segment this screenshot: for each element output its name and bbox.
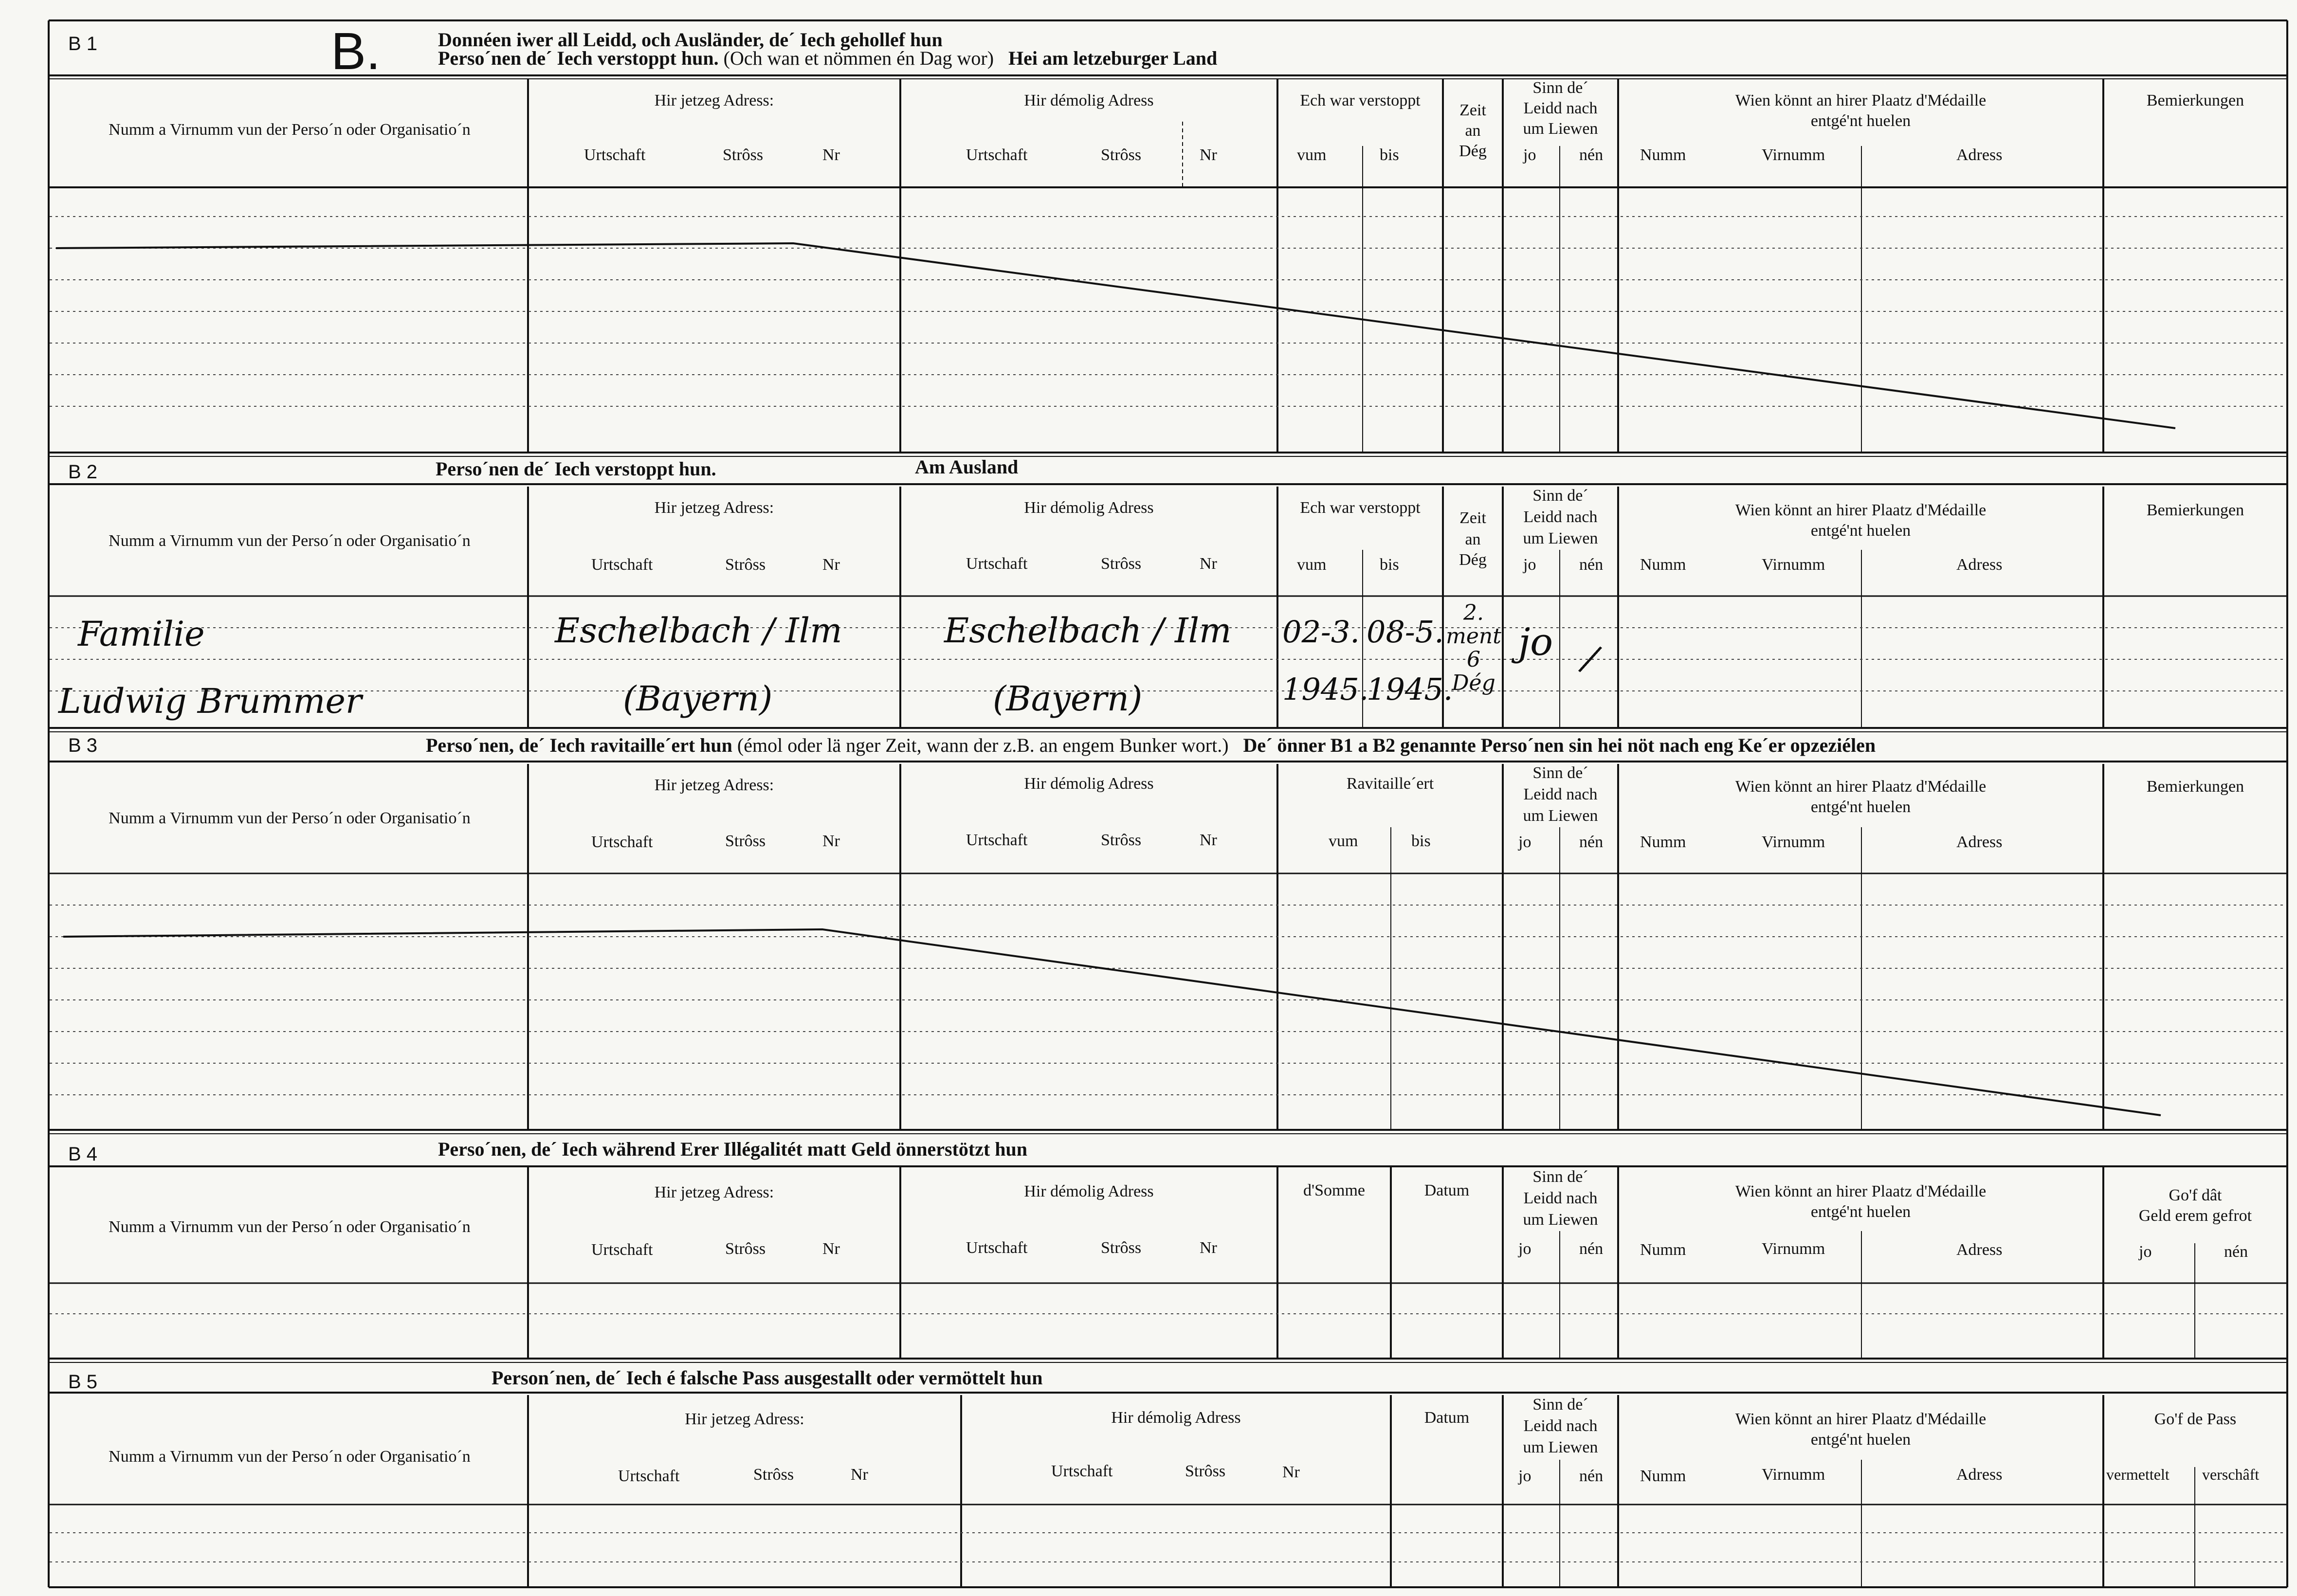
b4-header-gift-yes: jo [2139, 1243, 2152, 1261]
b2-header-current: Hir jetzeg Adress: [654, 499, 774, 517]
b4-header-date: Datum [1424, 1181, 1470, 1199]
b3-strike-line [63, 929, 2161, 1115]
b3-header-to: bis [1411, 832, 1431, 850]
b5-header-former: Hir démolig Adress [1111, 1409, 1241, 1427]
b3-header-former-nr: Nr [1200, 831, 1217, 849]
b2-entry-alive-yes: jo [1518, 620, 1553, 664]
b2-header-medal-2: entgé'nt huelen [1810, 522, 1911, 540]
b2-entry-time [1444, 601, 1503, 695]
b3-header-from: vum [1329, 832, 1358, 850]
b1-header-current-nr: Nr [822, 146, 840, 164]
b3-header-yes: jo [1518, 833, 1531, 851]
b1-title-bold: Perso´nen de´ Iech verstoppt hun. [438, 47, 719, 69]
b2-header-time-3: Dég [1459, 551, 1487, 569]
b2-header-from: vum [1297, 556, 1327, 574]
b4-header-current-nr: Nr [822, 1240, 840, 1258]
b1-header-address: Adress [1956, 146, 2003, 164]
b5-header-no: nén [1579, 1467, 1604, 1485]
b5-header-current-place: Urtschaft [618, 1467, 680, 1485]
b3-header-name: Numm a Virnumm vun der Perso´n oder Organisatio´n [109, 809, 471, 827]
b2-title: Perso´nen de´ Iech verstoppt hun. [436, 458, 716, 480]
b1-header-yes: jo [1523, 146, 1536, 164]
b4-header-current-street: Strôss [725, 1240, 766, 1258]
b2-entry-from-line1: 02-3. [1282, 614, 1360, 650]
b2-title-right: Am Ausland [915, 456, 1019, 478]
b1-title-normal: (Och wan et nömmen én Dag wor) [723, 47, 994, 69]
b3-header-address: Adress [1956, 833, 2003, 851]
section-code-b1: B 1 [68, 33, 98, 54]
b2-header-hidden: Ech war verstoppt [1300, 499, 1421, 517]
b2-header-remarks: Bemierkungen [2146, 501, 2244, 519]
b2-header-current-nr: Nr [822, 556, 840, 574]
b1-header-current-street: Strôss [723, 146, 764, 164]
b4-header-first: Numm [1640, 1241, 1686, 1259]
b5-header-alive-1: Sinn de´ [1532, 1396, 1588, 1414]
b4-header-former-street: Strôss [1101, 1239, 1142, 1257]
b2-header-medal-1: Wien könnt an hirer Plaatz d'Médaille [1735, 501, 1987, 519]
b2-header-time-2: an [1465, 530, 1481, 548]
b3-header-current-street: Strôss [725, 832, 766, 850]
b4-title: Perso´nen, de´ Iech während Erer Illégalitét matt Geld önnerstötzt hun [438, 1138, 1027, 1160]
b4-header-medal-1: Wien könnt an hirer Plaatz d'Médaille [1735, 1182, 1987, 1200]
b5-header-alive-2: Leidd nach [1523, 1417, 1598, 1435]
b4-header-former: Hir démolig Adress [1024, 1182, 1154, 1200]
b4-header-former-place: Urtschaft [966, 1239, 1028, 1257]
b2-header-current-street: Strôss [725, 556, 766, 574]
b5-header-medal-2: entgé'nt huelen [1810, 1431, 1911, 1449]
b1-title-end: Hei am letzeburger Land [1008, 47, 1218, 69]
b1-header-current-place: Urtschaft [584, 146, 646, 164]
b2-header-yes: jo [1523, 556, 1536, 574]
b2-entry-current-line2: (Bayern) [623, 679, 773, 719]
b1-header-to: bis [1380, 146, 1399, 164]
b2-entry-time-4: Dég [1452, 671, 1495, 695]
b1-header-alive-2: Leidd nach [1523, 99, 1598, 117]
b3-title-end: De´ önner B1 a B2 genannte Perso´nen sin hei nöt nach eng Ke´er opzeziélen [1243, 734, 1876, 756]
b1-header-hidden: Ech war verstoppt [1300, 91, 1421, 109]
b2-header-former: Hir démolig Adress [1024, 499, 1154, 517]
section-code-b2: B 2 [68, 461, 98, 483]
b1-title-line1: Donnéen iwer all Leidd, och Ausländer, de´ Iech gehollef hun [438, 29, 943, 51]
b4-header-alive-2: Leidd nach [1523, 1189, 1598, 1207]
b4-header-sum: d'Somme [1303, 1181, 1366, 1199]
b3-header-alive-1: Sinn de´ [1532, 764, 1588, 782]
b3-header-alive-3: um Liewen [1523, 807, 1598, 825]
b1-header-last: Virnumm [1762, 146, 1825, 164]
b1-header-former: Hir démolig Adress [1024, 91, 1154, 109]
b1-header-remarks: Bemierkungen [2146, 91, 2244, 109]
b2-header-former-nr: Nr [1200, 555, 1217, 573]
b4-header-gift-no: nén [2224, 1243, 2248, 1261]
b2-entry-time-3: 6 [1467, 647, 1480, 672]
b1-header-former-nr: Nr [1200, 146, 1217, 164]
b5-header-last: Virnumm [1762, 1466, 1825, 1484]
b1-header-alive-1: Sinn de´ [1532, 79, 1588, 97]
b2-header-alive-2: Leidd nach [1523, 508, 1598, 526]
b3-header-former-place: Urtschaft [966, 831, 1028, 849]
b4-header-alive-3: um Liewen [1523, 1211, 1598, 1229]
b1-header-name: Numm a Virnumm vun der Perso´n oder Organisatio´n [109, 121, 471, 139]
b5-header-current-nr: Nr [851, 1466, 868, 1484]
b4-header-current-place: Urtschaft [591, 1241, 653, 1259]
b3-header-former: Hir démolig Adress [1024, 775, 1154, 793]
b1-header-time-1: Zeit [1459, 101, 1486, 119]
section-code-b3: B 3 [68, 735, 98, 756]
b5-header-address: Adress [1956, 1466, 2003, 1484]
b3-header-medal-2: entgé'nt huelen [1810, 798, 1911, 816]
b3-header-current: Hir jetzeg Adress: [654, 776, 774, 794]
b5-header-former-street: Strôss [1185, 1462, 1226, 1480]
b2-entry-from-line2: 1945. [1282, 671, 1369, 707]
b5-header-date: Datum [1424, 1409, 1470, 1427]
section-letter: B. [331, 21, 381, 80]
b3-header-first: Numm [1640, 833, 1686, 851]
b3-header-last: Virnumm [1762, 833, 1825, 851]
b4-header-yes: jo [1518, 1240, 1531, 1258]
b4-header-last: Virnumm [1762, 1240, 1825, 1258]
section-code-b4: B 4 [68, 1143, 98, 1165]
b1-header-medal-1: Wien könnt an hirer Plaatz d'Médaille [1735, 91, 1987, 109]
b5-header-name: Numm a Virnumm vun der Perso´n oder Organisatio´n [109, 1448, 471, 1466]
b2-header-alive-3: um Liewen [1523, 529, 1598, 547]
b1-header-medal-2: entgé'nt huelen [1810, 112, 1911, 130]
b3-header-alive-2: Leidd nach [1523, 785, 1598, 803]
b2-header-address: Adress [1956, 556, 2003, 574]
section-code-b5: B 5 [68, 1371, 98, 1393]
b3-title [426, 734, 1876, 757]
b3-header-medal-1: Wien könnt an hirer Plaatz d'Médaille [1735, 778, 1987, 796]
b3-title-bold: Perso´nen, de´ Iech ravitaille´ert hun [426, 734, 732, 756]
b2-header-no: nén [1579, 556, 1604, 574]
b4-header-former-nr: Nr [1200, 1239, 1217, 1257]
b5-header-first: Numm [1640, 1467, 1686, 1485]
b2-header-last: Virnumm [1762, 556, 1825, 574]
b4-header-medal-2: entgé'nt huelen [1810, 1203, 1911, 1221]
b5-header-medal-1: Wien könnt an hirer Plaatz d'Médaille [1735, 1410, 1987, 1428]
b5-header-pass: Go'f de Pass [2154, 1410, 2237, 1428]
b2-header-former-place: Urtschaft [966, 555, 1028, 573]
b4-header-name: Numm a Virnumm vun der Perso´n oder Organisatio´n [109, 1218, 471, 1236]
b3-header-no: nén [1579, 833, 1604, 851]
b5-header-former-place: Urtschaft [1051, 1462, 1113, 1480]
b5-header-alive-3: um Liewen [1523, 1438, 1598, 1456]
b2-entry-time-2: ment [1446, 624, 1501, 649]
b4-header-gift-1: Go'f dât [2169, 1186, 2222, 1204]
b4-header-alive-1: Sinn de´ [1532, 1168, 1588, 1186]
b2-entry-former-line1: Eschelbach / Ilm [944, 611, 1232, 651]
b1-header-first: Numm [1640, 146, 1686, 164]
b5-header-former-nr: Nr [1282, 1463, 1300, 1481]
b1-header-from: vum [1297, 146, 1327, 164]
b2-header-former-street: Strôss [1101, 555, 1142, 573]
b2-header-name: Numm a Virnumm vun der Perso´n oder Organisatio´n [109, 532, 471, 550]
b4-header-gift-2: Geld erem gefrot [2138, 1207, 2252, 1225]
b3-header-supplied: Ravitaille´ert [1346, 775, 1434, 793]
b3-header-current-place: Urtschaft [591, 833, 653, 851]
b2-header-first: Numm [1640, 556, 1686, 574]
b2-header-current-place: Urtschaft [591, 556, 653, 574]
b1-header-former-place: Urtschaft [966, 146, 1028, 164]
b5-header-current-street: Strôss [753, 1466, 794, 1484]
b3-title-normal: (émol oder lä nger Zeit, wann der z.B. an engem Bunker wort.) [737, 734, 1229, 756]
b2-entry-former-line2: (Bayern) [993, 679, 1143, 719]
b2-header-time-1: Zeit [1459, 509, 1486, 527]
b5-header-yes: jo [1518, 1467, 1531, 1485]
b2-header-to: bis [1380, 556, 1399, 574]
b1-header-no: nén [1579, 146, 1604, 164]
b5-header-mediated: vermettelt [2106, 1466, 2169, 1483]
b5-header-current: Hir jetzeg Adress: [685, 1410, 804, 1428]
b1-strike-line [56, 243, 2175, 428]
b1-header-time-2: an [1465, 122, 1481, 140]
b2-header-alive-1: Sinn de´ [1532, 487, 1588, 505]
b3-header-former-street: Strôss [1101, 831, 1142, 849]
b1-header-time-3: Dég [1459, 142, 1487, 160]
b1-header-alive-3: um Liewen [1523, 120, 1598, 138]
b2-entry-to-line1: 08-5. [1367, 614, 1444, 650]
b3-header-remarks: Bemierkungen [2146, 778, 2244, 796]
b1-header-former-street: Strôss [1101, 146, 1142, 164]
b4-header-no: nén [1579, 1240, 1604, 1258]
b5-title: Person´nen, de´ Iech é falsche Pass ausgestallt oder vermöttelt hun [492, 1367, 1043, 1389]
b5-header-issued: verschâft [2202, 1466, 2260, 1483]
b3-header-current-nr: Nr [822, 832, 840, 850]
b2-entry-name-line1: Familie [78, 614, 205, 654]
b1-header-current: Hir jetzeg Adress: [654, 91, 774, 109]
b2-entry-time-1: 2. [1463, 600, 1484, 625]
b4-header-address: Adress [1956, 1241, 2003, 1259]
b4-header-current: Hir jetzeg Adress: [654, 1183, 774, 1201]
b2-entry-current-line1: Eschelbach / Ilm [555, 611, 842, 651]
b2-entry-to-line2: 1945. [1367, 671, 1453, 707]
b2-entry-name-line2: Ludwig Brummer [58, 681, 362, 721]
b1-title-line2 [438, 47, 1217, 70]
